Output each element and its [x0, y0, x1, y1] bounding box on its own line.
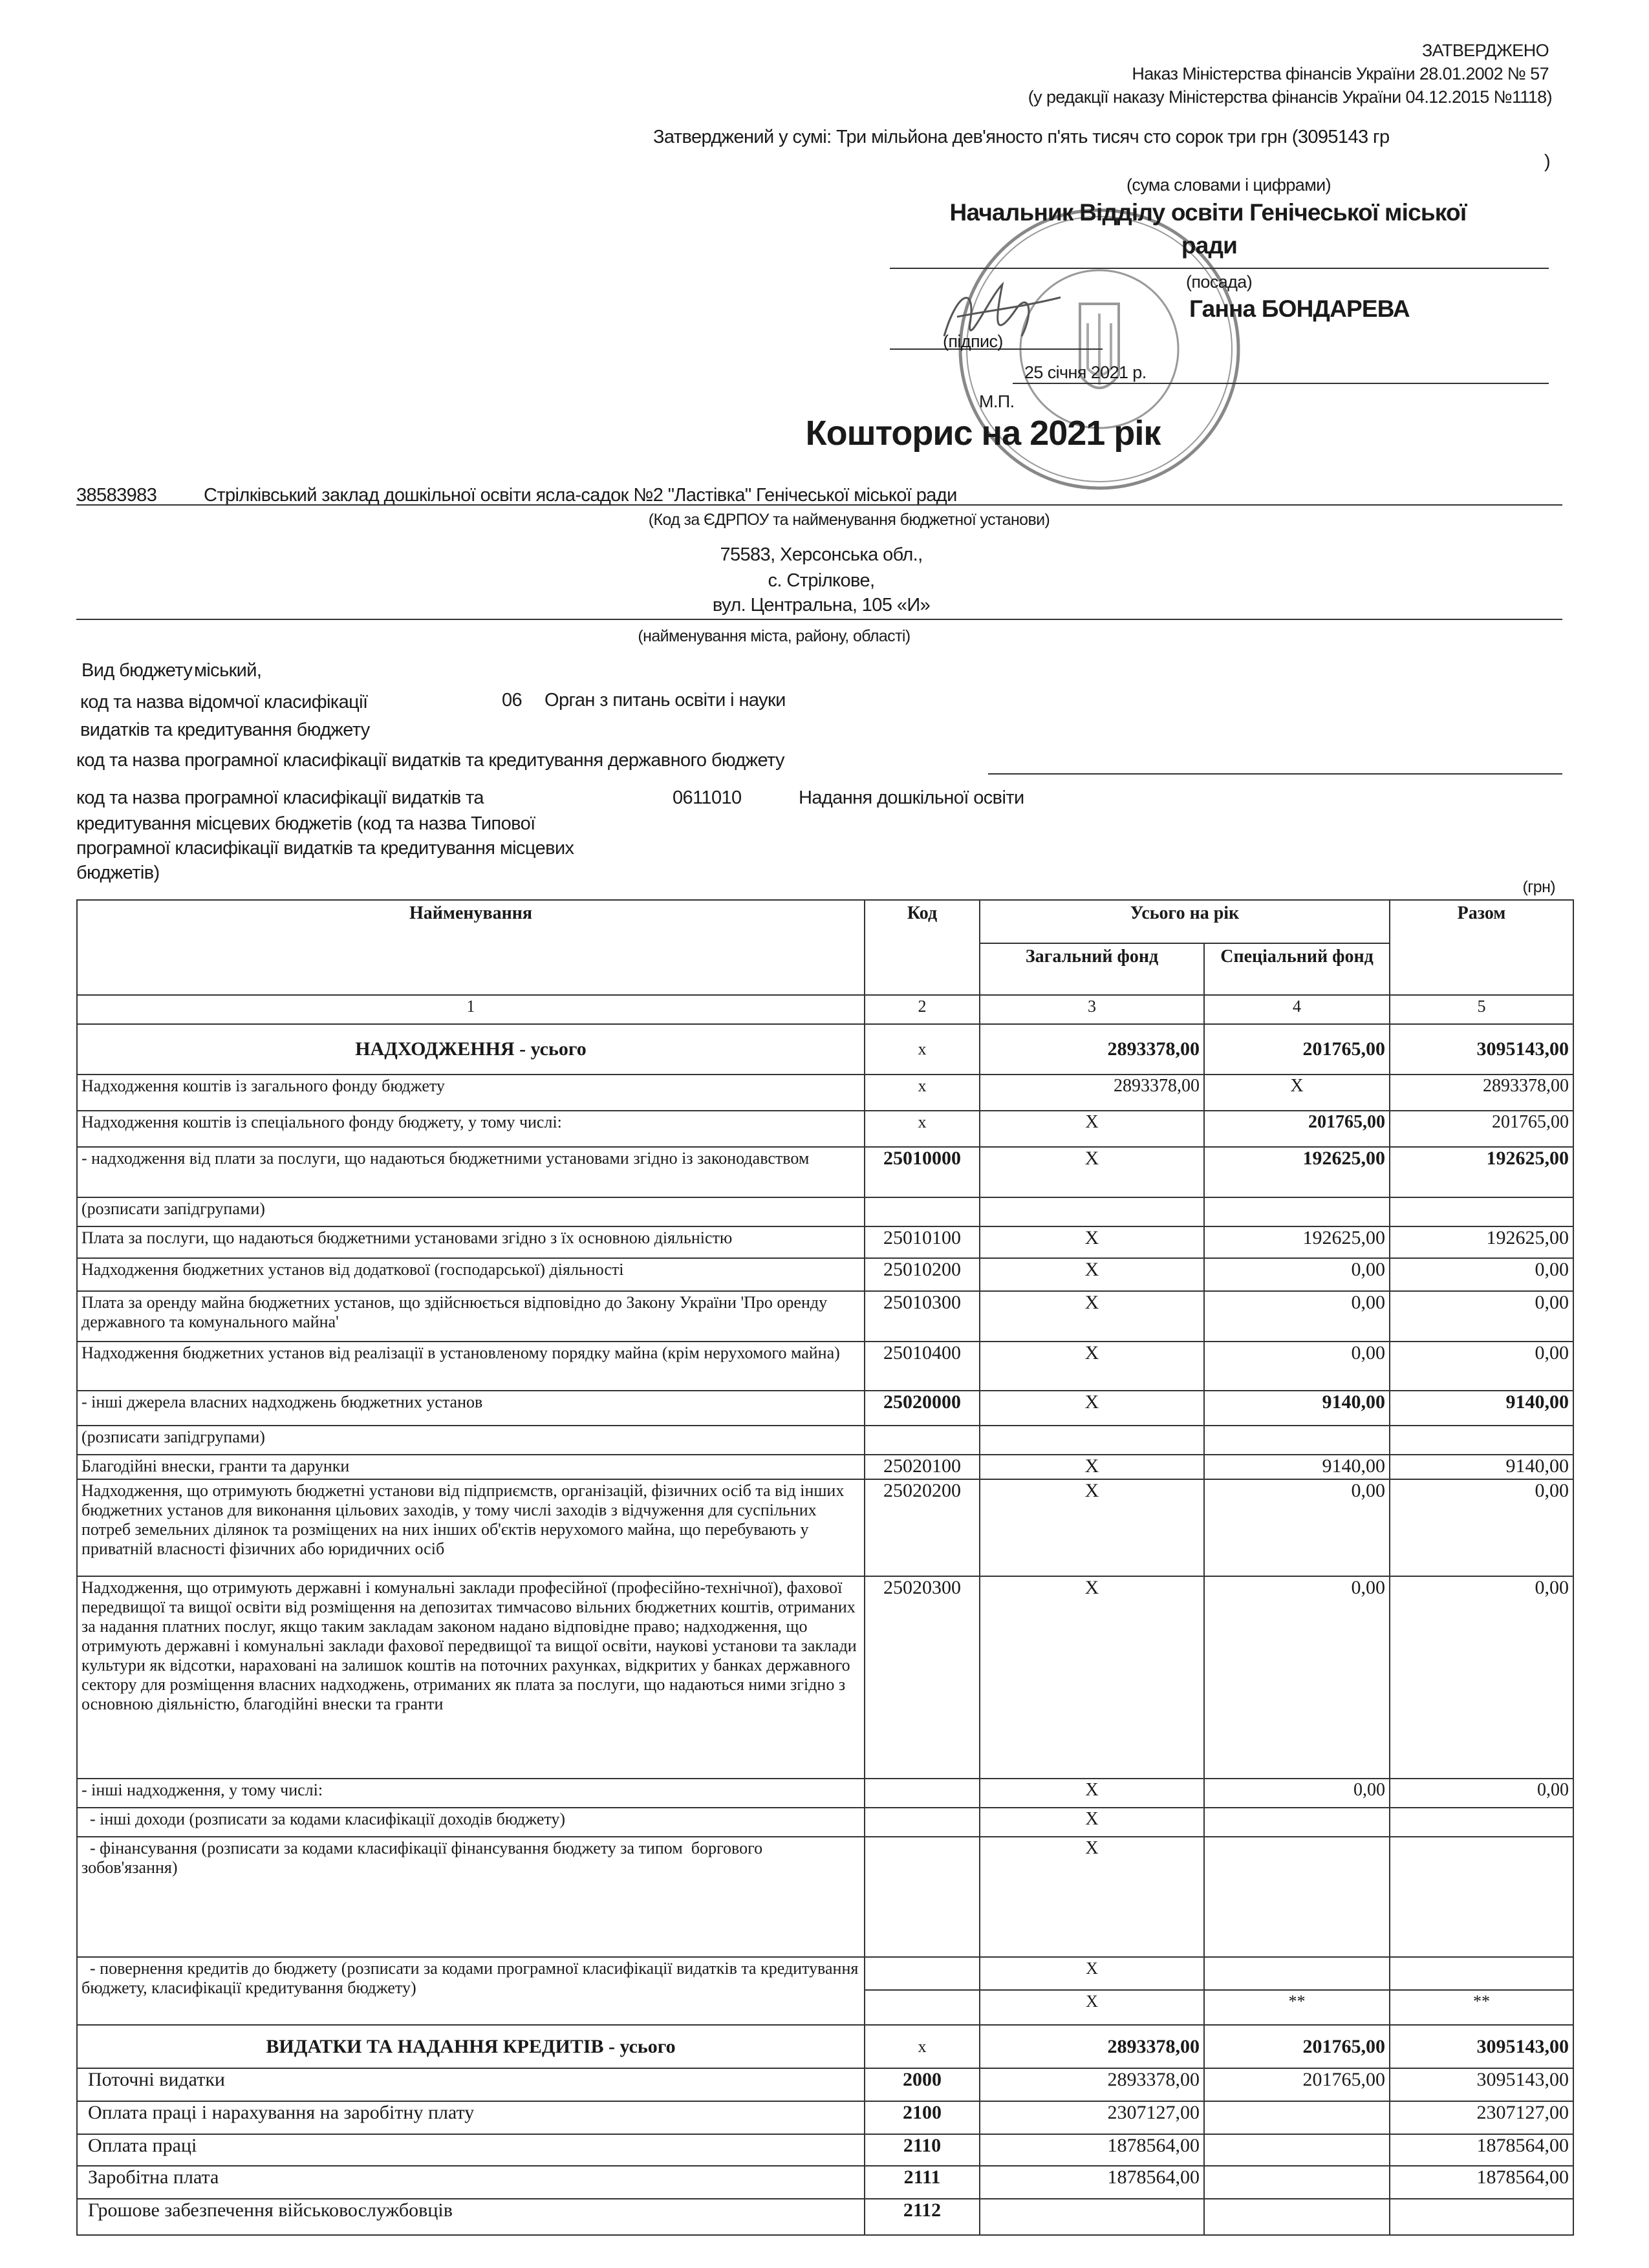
row-total-fund: 9140,00: [1390, 1455, 1573, 1479]
row-special-fund: 201765,00: [1204, 2025, 1390, 2068]
row-special-fund: 0,00: [1204, 1258, 1390, 1291]
row-name: (розписати запідгрупами): [77, 1426, 865, 1455]
header-year-total: Усього на рік: [980, 900, 1390, 943]
row-code: x: [865, 1024, 980, 1075]
row-general-fund: 2893378,00: [980, 1024, 1204, 1075]
row-general-fund: X: [980, 1990, 1204, 2025]
row-general-fund: X: [980, 1479, 1204, 1576]
row-name: Плата за оренду майна бюджетних установ, що здійснюється відповідно до Закону України 'Про оренду державного та комунального майна': [77, 1291, 865, 1342]
table-row: [77, 2101, 1573, 2134]
row-code: x: [865, 1111, 980, 1147]
table-row: [77, 1024, 1573, 1075]
row-total-fund: 3095143,00: [1390, 1024, 1573, 1075]
header-total: Разом: [1390, 900, 1573, 995]
institution-line: [76, 504, 1562, 506]
row-total-fund: 0,00: [1390, 1479, 1573, 1576]
table-row: [77, 2068, 1573, 2101]
address-line-1: 75583, Херсонська обл.,: [720, 544, 923, 565]
row-special-fund: [1204, 1808, 1390, 1837]
row-special-fund: 201765,00: [1204, 1111, 1390, 1147]
table-row: [77, 1111, 1573, 1147]
row-general-fund: 2893378,00: [980, 2025, 1204, 2068]
row-name: Благодійні внески, гранти та дарунки: [77, 1455, 865, 1479]
row-total-fund: 1878564,00: [1390, 2134, 1573, 2166]
row-special-fund: [1204, 1197, 1390, 1226]
row-total-fund: [1390, 1426, 1573, 1455]
row-code: [865, 1957, 980, 1990]
table-row: [77, 1342, 1573, 1391]
row-special-fund: 192625,00: [1204, 1147, 1390, 1197]
row-total-fund: 3095143,00: [1390, 2068, 1573, 2101]
row-total-fund: 0,00: [1390, 1258, 1573, 1291]
row-code: [865, 1990, 980, 2025]
row-general-fund: X: [980, 1147, 1204, 1197]
table-row: [77, 1197, 1573, 1226]
row-special-fund: 192625,00: [1204, 1226, 1390, 1258]
local-program-label-2: кредитування місцевих бюджетів (код та назва Типової: [76, 813, 535, 834]
row-total-fund: 9140,00: [1390, 1391, 1573, 1426]
row-name: НАДХОДЖЕННЯ - усього: [77, 1024, 865, 1075]
row-general-fund: 1878564,00: [980, 2134, 1204, 2166]
row-code: 25010100: [865, 1226, 980, 1258]
budget-type-value: міський,: [194, 660, 262, 681]
row-general-fund: X: [980, 1837, 1204, 1957]
row-code: [865, 1808, 980, 1837]
table-row: [77, 1258, 1573, 1291]
row-total-fund: 0,00: [1390, 1576, 1573, 1779]
row-total-fund: 201765,00: [1390, 1111, 1573, 1147]
row-special-fund: [1204, 2199, 1390, 2235]
row-code: [865, 1779, 980, 1808]
row-code: 2100: [865, 2101, 980, 2134]
row-name: Заробітна плата: [77, 2166, 865, 2199]
row-general-fund: X: [980, 1455, 1204, 1479]
row-code: 2112: [865, 2199, 980, 2235]
row-name: - інші надходження, у тому числі:: [77, 1779, 865, 1808]
row-general-fund: X: [980, 1111, 1204, 1147]
local-program-code: 0611010: [673, 787, 742, 808]
row-code: 25020200: [865, 1479, 980, 1576]
row-total-fund: 3095143,00: [1390, 2025, 1573, 2068]
position-line-1: Начальник Відділу освіти Генічеської міської: [949, 199, 1467, 226]
row-code: 25020300: [865, 1576, 980, 1779]
row-name: - інші доходи (розписати за кодами класифікації доходів бюджету): [77, 1808, 865, 1837]
col-number: 2: [865, 995, 980, 1024]
row-special-fund: 201765,00: [1204, 2068, 1390, 2101]
row-general-fund: [980, 2199, 1204, 2235]
row-total-fund: [1390, 1197, 1573, 1226]
budget-type-label: Вид бюджету: [81, 660, 193, 681]
row-general-fund: X: [980, 1226, 1204, 1258]
signature-caption: (підпис): [943, 332, 1003, 351]
row-general-fund: X: [980, 1342, 1204, 1391]
approved-amount-close: ): [1544, 151, 1551, 172]
estimate-table: [76, 899, 1574, 2236]
amount-caption: (сума словами і цифрами): [1126, 175, 1331, 195]
local-program-label-3: програмної класифікації видатків та кредитування місцевих: [76, 838, 574, 859]
row-special-fund: [1204, 1426, 1390, 1455]
row-general-fund: X: [980, 1291, 1204, 1342]
row-general-fund: X: [980, 1779, 1204, 1808]
col-number: 4: [1204, 995, 1390, 1024]
header-code: Код: [865, 900, 980, 995]
table-row: [77, 2025, 1573, 2068]
row-general-fund: X: [980, 1391, 1204, 1426]
row-name: Надходження коштів із спеціального фонду бюджету, у тому числі:: [77, 1111, 865, 1147]
row-special-fund: 0,00: [1204, 1291, 1390, 1342]
row-special-fund: 0,00: [1204, 1779, 1390, 1808]
row-special-fund: 0,00: [1204, 1342, 1390, 1391]
table-row: [77, 1075, 1573, 1111]
row-code: [865, 1837, 980, 1957]
row-total-fund: 1878564,00: [1390, 2166, 1573, 2199]
row-name: - інші джерела власних надходжень бюджетних установ: [77, 1391, 865, 1426]
row-code: 25010300: [865, 1291, 980, 1342]
address-caption: (найменування міста, району, області): [638, 627, 911, 645]
row-special-fund: [1204, 1837, 1390, 1957]
address-line-3: вул. Центральна, 105 «И»: [712, 595, 931, 615]
dept-code: 06: [502, 690, 523, 711]
row-code: 2000: [865, 2068, 980, 2101]
row-total-fund: 0,00: [1390, 1779, 1573, 1808]
row-code: x: [865, 1075, 980, 1111]
institution-name: Стрілківський заклад дошкільної освіти ясла-садок №2 "Ластівка" Генічеської міської ради: [204, 485, 957, 506]
row-special-fund: 0,00: [1204, 1479, 1390, 1576]
row-code: [865, 1426, 980, 1455]
col-number: 3: [980, 995, 1204, 1024]
row-general-fund: 2893378,00: [980, 1075, 1204, 1111]
row-general-fund: 1878564,00: [980, 2166, 1204, 2199]
header-name: Найменування: [77, 900, 865, 995]
row-name: Надходження бюджетних установ від додаткової (господарської) діяльності: [77, 1258, 865, 1291]
table-row: [77, 1957, 1573, 1990]
row-general-fund: 2307127,00: [980, 2101, 1204, 2134]
row-special-fund: X: [1204, 1075, 1390, 1111]
institution-code: 38583983: [76, 485, 157, 506]
table-row: [77, 1226, 1573, 1258]
row-code: x: [865, 2025, 980, 2068]
approval-date: 25 січня 2021 р.: [1024, 363, 1147, 382]
institution-caption: (Код за ЄДРПОУ та найменування бюджетної установи): [648, 511, 1050, 529]
header-special-fund: Спеціальний фонд: [1204, 943, 1390, 995]
row-total-fund: **: [1390, 1990, 1573, 2025]
row-total-fund: [1390, 1837, 1573, 1957]
row-special-fund: **: [1204, 1990, 1390, 2025]
table-row: [77, 2199, 1573, 2235]
row-name: Плата за послуги, що надаються бюджетними установами згідно з їх основною діяльністю: [77, 1226, 865, 1258]
order-line-2: (у редакції наказу Міністерства фінансів України 04.12.2015 №1118): [1028, 87, 1552, 107]
table-row: [77, 2166, 1573, 2199]
row-total-fund: [1390, 1808, 1573, 1837]
row-special-fund: [1204, 2166, 1390, 2199]
approved-label: ЗАТВЕРДЖЕНО: [1421, 41, 1549, 60]
row-code: [865, 1197, 980, 1226]
state-program-label: код та назва програмної класифікації видатків та кредитування державного бюджету: [76, 750, 784, 771]
row-name: Надходження, що отримують бюджетні установи від підприємств, організацій, фізичних осіб та від інших бюджетних установ для виконання цільових заходів, у тому числі заходів з відчуження для суспільних потреб земельних ділянок та розміщених на них інших об'єктів нерухомого майна, що перебувають у приватній власності фізичних або юридичних осіб: [77, 1479, 865, 1576]
col-number: 1: [77, 995, 865, 1024]
row-special-fund: 9140,00: [1204, 1455, 1390, 1479]
col-number: 5: [1390, 995, 1573, 1024]
row-total-fund: 2893378,00: [1390, 1075, 1573, 1111]
row-special-fund: 0,00: [1204, 1576, 1390, 1779]
row-special-fund: 201765,00: [1204, 1024, 1390, 1075]
row-name: - надходження від плати за послуги, що надаються бюджетними установами згідно із законодавством: [77, 1147, 865, 1197]
row-general-fund: 2893378,00: [980, 2068, 1204, 2101]
row-special-fund: [1204, 2101, 1390, 2134]
local-program-label-1: код та назва програмної класифікації видатків та: [76, 787, 484, 808]
row-general-fund: X: [980, 1576, 1204, 1779]
row-general-fund: X: [980, 1808, 1204, 1837]
state-program-line: [988, 773, 1562, 775]
row-name: - повернення кредитів до бюджету (розписати за кодами програмної класифікації видатків та кредитування бюджету, класифікації кредитування бюджету): [77, 1957, 865, 2025]
row-general-fund: [980, 1197, 1204, 1226]
table-row: [77, 1455, 1573, 1479]
position-caption: (посада): [1186, 272, 1253, 292]
row-special-fund: [1204, 1957, 1390, 1990]
row-name: Оплата праці і нарахування на заробітну плату: [77, 2101, 865, 2134]
row-special-fund: 9140,00: [1204, 1391, 1390, 1426]
row-name: (розписати запідгрупами): [77, 1197, 865, 1226]
dept-class-label-2: видатків та кредитування бюджету: [80, 720, 370, 740]
row-general-fund: [980, 1426, 1204, 1455]
row-code: 25010000: [865, 1147, 980, 1197]
table-row: [77, 1779, 1573, 1808]
position-line: [890, 268, 1549, 269]
table-row: [77, 2134, 1573, 2166]
row-general-fund: X: [980, 1258, 1204, 1291]
row-total-fund: [1390, 2199, 1573, 2235]
row-code: 25020000: [865, 1391, 980, 1426]
row-name: Надходження коштів із загального фонду бюджету: [77, 1075, 865, 1111]
row-code: 2111: [865, 2166, 980, 2199]
local-program-label-4: бюджетів): [76, 862, 160, 883]
row-name: ВИДАТКИ ТА НАДАННЯ КРЕДИТІВ - усього: [77, 2025, 865, 2068]
dept-class-label-1: код та назва відомчої класифікації: [80, 692, 368, 712]
row-total-fund: [1390, 1957, 1573, 1990]
seal-caption: М.П.: [979, 392, 1015, 411]
row-code: 2110: [865, 2134, 980, 2166]
table-row: [77, 1808, 1573, 1837]
currency-label: (грн): [1522, 878, 1555, 896]
row-name: - фінансування (розписати за кодами класифікації фінансування бюджету за типом боргового зобов'язання): [77, 1837, 865, 1957]
table-row: [77, 1479, 1573, 1576]
row-general-fund: X: [980, 1957, 1204, 1990]
order-line-1: Наказ Міністерства фінансів України 28.01.2002 № 57: [1132, 64, 1549, 83]
approved-amount: Затверджений у сумі: Три мільйона дев'яносто п'ять тисяч сто сорок три грн (3095143 гр: [653, 127, 1390, 147]
row-special-fund: [1204, 2134, 1390, 2166]
table-row: [77, 1426, 1573, 1455]
document-title: Кошторис на 2021 рік: [805, 414, 1161, 453]
address-line-2: с. Стрілкове,: [768, 570, 875, 591]
row-name: Надходження бюджетних установ від реалізації в установленому порядку майна (крім нерухомого майна): [77, 1342, 865, 1391]
table-row: [77, 1391, 1573, 1426]
local-program-name: Надання дошкільної освіти: [799, 787, 1024, 808]
row-total-fund: 0,00: [1390, 1342, 1573, 1391]
row-code: 25010400: [865, 1342, 980, 1391]
row-code: 25010200: [865, 1258, 980, 1291]
row-name: Оплата праці: [77, 2134, 865, 2166]
position-line-2: ради: [1181, 232, 1238, 259]
row-total-fund: 0,00: [1390, 1291, 1573, 1342]
table-row: [77, 1291, 1573, 1342]
table-row: [77, 1837, 1573, 1957]
row-name: Поточні видатки: [77, 2068, 865, 2101]
address-line: [76, 619, 1562, 620]
dept-name: Орган з питань освіти і науки: [544, 690, 786, 711]
table-row: [77, 1576, 1573, 1779]
row-name: Грошове забезпечення військовослужбовців: [77, 2199, 865, 2235]
table-row: [77, 1147, 1573, 1197]
date-line: [1013, 383, 1549, 384]
row-total-fund: 192625,00: [1390, 1226, 1573, 1258]
row-name: Надходження, що отримують державні і комунальні заклади професійної (професійно-технічної), фахової передвищої та вищої освіти від розміщення на депозитах тимчасово вільних бюджетних коштів, отриманих за надання платних послуг, якщо таким закладам законом надано відповідне право; надходження, що отримують державні і комунальні заклади фахової передвищої та вищої освіти, наукові установи та заклади культури як відсотки, нараховані на залишок коштів на поточних рахунках, відкритих у банках державного сектору для розміщення власних надходжень, отриманих як плата за послуги, що надаються ними згідно з основною діяльністю, благодійні внески та гранти: [77, 1576, 865, 1779]
row-total-fund: 2307127,00: [1390, 2101, 1573, 2134]
row-total-fund: 192625,00: [1390, 1147, 1573, 1197]
row-code: 25020100: [865, 1455, 980, 1479]
header-general-fund: Загальний фонд: [980, 943, 1204, 995]
director-name: Ганна БОНДАРЕВА: [1189, 295, 1410, 322]
